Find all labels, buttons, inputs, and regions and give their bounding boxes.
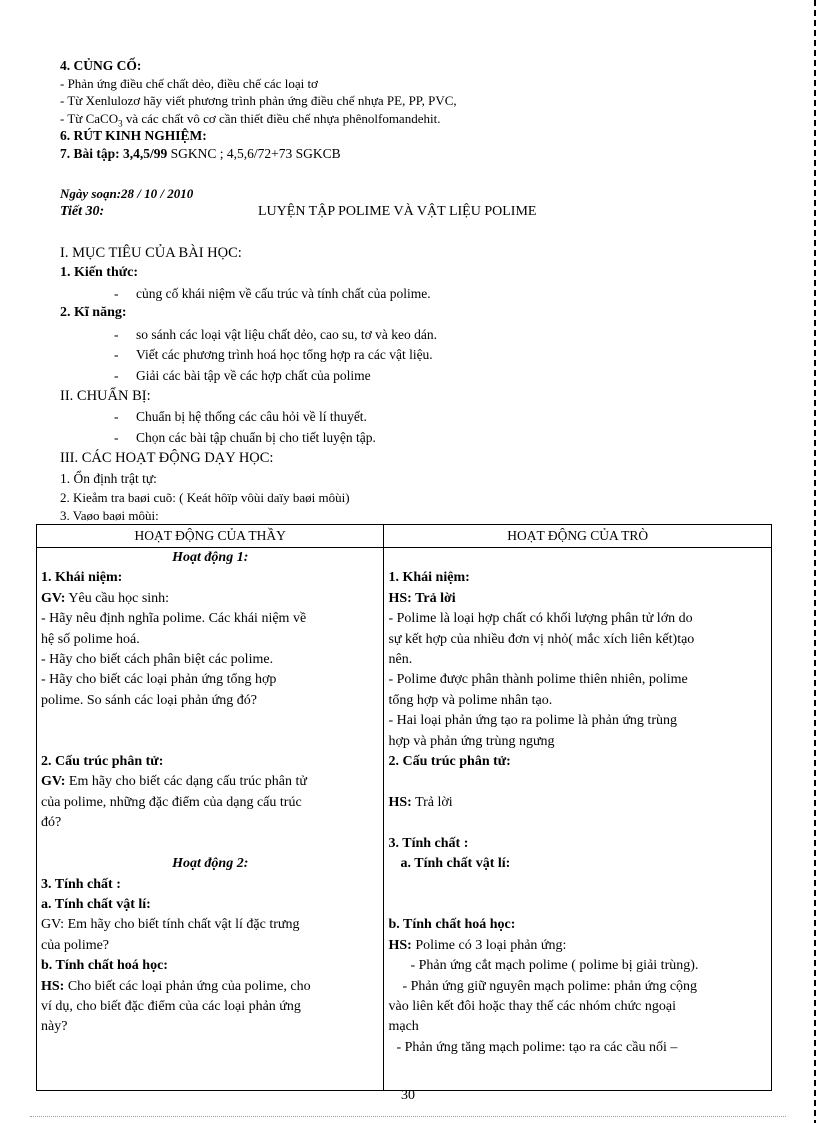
student-line: sự kết hợp của nhiều đơn vị nhỏ( mắc xích liên kết)tạo xyxy=(388,631,695,647)
bullet: - xyxy=(114,286,119,301)
teacher-line: của polime, những đặc điểm của dạng cấu trúc xyxy=(41,794,302,810)
bai-tap-rest: SGKNC ; 4,5,6/72+73 SGKCB xyxy=(167,146,341,161)
hs-text: Polime có 3 loại phản ứng: xyxy=(411,937,567,953)
header-teacher: HOẠT ĐỘNG CỦA THẦY xyxy=(37,525,384,548)
bullet: - xyxy=(114,347,119,362)
hs-text: Trả lời xyxy=(411,794,453,810)
ki-nang-text: Giải các bài tập về các hợp chất của polime xyxy=(136,368,371,383)
rut-kinh-nghiem: 6. RÚT KINH NGHIỆM: xyxy=(60,128,207,143)
chuan-bi-text: Chọn các bài tập chuẩn bị cho tiết luyện tập. xyxy=(136,430,376,445)
student-hs3-line xyxy=(388,936,767,956)
student-line: - Phản ứng giữ nguyên mạch polime: phản ứng cộng xyxy=(402,978,698,994)
tiet: Tiết 30: xyxy=(60,204,105,219)
gv-text: Yêu cầu học sinh: xyxy=(65,590,170,606)
teacher-tinh-chat: 3. Tính chất : xyxy=(41,876,121,892)
student-tinh-chat: 3. Tính chất : xyxy=(388,835,469,851)
hs-text: Cho biết các loại phản ứng của polime, cho xyxy=(64,978,311,994)
teacher-line: đó? xyxy=(41,815,62,831)
teacher-hoa-hoc: b. Tính chất hoá học: xyxy=(41,958,168,974)
ngay-soan: Ngày soạn:28 / 10 / 2010 xyxy=(60,186,194,201)
student-hs-tra-loi: HS: Trả lời xyxy=(388,590,456,606)
gv-label: GV: xyxy=(41,590,66,606)
teacher-line: - Hãy cho biết cách phân biệt các polime. xyxy=(41,652,274,668)
teacher-line: hệ số polime hoá. xyxy=(41,631,140,647)
ki-nang-text: so sánh các loại vật liệu chất dẻo, cao su, tơ và keo dán. xyxy=(136,327,438,342)
chuan-bi-title: II. CHUẨN BỊ: xyxy=(60,388,151,404)
bullet: - xyxy=(114,368,119,383)
bullet: - xyxy=(114,430,119,445)
bai-tap-bold: 3,4,5/99 xyxy=(123,146,168,161)
teacher-khai-niem: 1. Khái niệm: xyxy=(41,570,123,586)
bai-tap xyxy=(60,146,341,162)
step-1: 1. Ổn định trật tự: xyxy=(60,471,157,486)
hoat-dong-1: Hoạt động 1: xyxy=(172,550,249,565)
student-line: - Hai loại phản ứng tạo ra polime là phản ứng trùng xyxy=(388,713,677,729)
student-vat-li: a. Tính chất vật lí: xyxy=(400,856,511,872)
hs-label: HS: xyxy=(388,794,412,810)
student-line: - Phản ứng cắt mạch polime ( polime bị giải trùng). xyxy=(410,958,699,974)
teacher-column xyxy=(37,548,384,1091)
teacher-line: polime. So sánh các loại phản ứng đó? xyxy=(41,692,257,708)
teacher-line: này? xyxy=(41,1019,68,1035)
student-cau-truc: 2. Cấu trúc phân tử: xyxy=(388,754,511,770)
student-line: nên. xyxy=(388,652,413,668)
student-hoa-hoc: b. Tính chất hoá học: xyxy=(388,917,516,933)
ki-nang-item-3 xyxy=(114,368,371,384)
student-line: tổng hợp và polime nhân tạo. xyxy=(388,692,553,708)
step-2: 2. Kieåm tra baøi cuõ: ( Keát hôïp vôùi daïy baøi môùi) xyxy=(60,490,350,505)
step-3: 3. Vaøo baøi môùi: xyxy=(60,508,159,523)
muc-tieu-title: I. MỤC TIÊU CỦA BÀI HỌC: xyxy=(60,245,242,261)
student-line: - Phản ứng tăng mạch polime: tạo ra các cầu nối – xyxy=(396,1039,678,1055)
kien-thuc-title: 1. Kiến thức: xyxy=(60,265,139,280)
page-number: 30 xyxy=(401,1088,415,1103)
bullet: - xyxy=(114,327,119,342)
cung-co-title: 4. CỦNG CỐ: xyxy=(60,58,142,73)
student-khai-niem: 1. Khái niệm: xyxy=(388,570,470,586)
teacher-gv-line xyxy=(41,589,379,609)
chuan-bi-item-1 xyxy=(114,409,367,425)
ki-nang-title: 2. Kĩ năng: xyxy=(60,305,127,320)
chuan-bi-text: Chuẩn bị hệ thống các câu hỏi về lí thuyết. xyxy=(136,409,367,424)
teacher-line: của polime? xyxy=(41,937,110,953)
student-hs2-line xyxy=(388,793,767,813)
hs-label: HS: xyxy=(41,978,65,994)
cung-co-line-3-b: và các chất vô cơ cần thiết điều chế nhựa phênolfomandehit. xyxy=(122,111,441,126)
student-column xyxy=(384,548,772,1091)
teacher-hs-line xyxy=(41,977,379,997)
cung-co-line-3-a: - Từ CaCO xyxy=(60,111,119,126)
ki-nang-item-2 xyxy=(114,347,433,363)
chuan-bi-item-2 xyxy=(114,430,376,446)
gv-label: GV: xyxy=(41,774,66,790)
cung-co-line-1: - Phản ứng điều chế chất dẻo, điều chế các loại tơ xyxy=(60,76,318,91)
hs-label: HS: xyxy=(388,937,412,953)
bai-tap-label: 7. Bài tập: xyxy=(60,146,120,161)
teacher-cau-truc: 2. Cấu trúc phân tử: xyxy=(41,754,164,770)
teacher-line: - Hãy nêu định nghĩa polime. Các khái niệm về xyxy=(41,611,307,627)
student-line: hợp và phản ứng trùng ngưng xyxy=(388,733,555,749)
header-student: HOẠT ĐỘNG CỦA TRÒ xyxy=(384,525,772,548)
activities-table xyxy=(36,524,772,1091)
kien-thuc-item xyxy=(114,286,431,302)
kien-thuc-text: củng cố khái niệm về cấu trúc và tính chất của polime. xyxy=(136,286,431,301)
student-line: mạch xyxy=(388,1019,419,1035)
hoat-dong-2: Hoạt động 2: xyxy=(172,856,249,872)
teacher-vat-li: a. Tính chất vật lí: xyxy=(41,896,151,912)
cung-co-line-3-sub: 3 xyxy=(118,118,123,129)
student-line: vào liên kết đôi hoặc thay thế các nhóm chức ngoại xyxy=(388,998,676,1014)
teacher-line: - Hãy cho biết các loại phản ứng tổng hợp xyxy=(41,672,277,688)
teacher-line: ví dụ, cho biết đặc điểm của các loại phản ứng xyxy=(41,998,301,1014)
footer-divider xyxy=(30,1116,786,1117)
teacher-gv2-line xyxy=(41,772,379,792)
lesson-title: LUYỆN TẬP POLIME VÀ VẬT LIỆU POLIME xyxy=(258,204,537,219)
bullet: - xyxy=(114,409,119,424)
ki-nang-item-1 xyxy=(114,327,437,343)
gv-text: Em hãy cho biết các dạng cấu trúc phân tử xyxy=(65,774,307,790)
teacher-line: GV: Em hãy cho biết tính chất vật lí đặc trưng xyxy=(41,917,300,933)
hoat-dong-title: III. CÁC HOẠT ĐỘNG DẠY HỌC: xyxy=(60,450,274,466)
student-line: - Polime là loại hợp chất có khối lượng phân tử lớn do xyxy=(388,611,693,627)
student-line: - Polime được phân thành polime thiên nhiên, polime xyxy=(388,672,688,688)
cung-co-line-2: - Từ Xenlulozơ hãy viết phương trình phản ứng điều chế nhựa PE, PP, PVC, xyxy=(60,93,457,108)
ki-nang-text: Viết các phương trình hoá học tổng hợp ra các vật liệu. xyxy=(136,347,433,362)
